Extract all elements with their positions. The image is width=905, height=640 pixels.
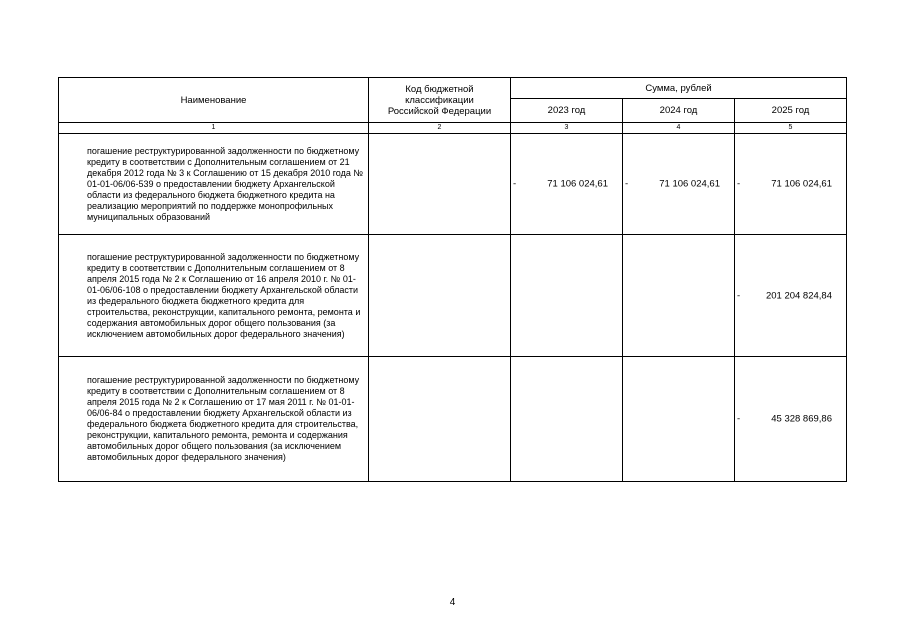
index-cell-3: 3 bbox=[511, 123, 623, 134]
table-row bbox=[59, 235, 847, 357]
header-year-2023: 2023 год bbox=[511, 99, 623, 123]
amount-value: 71 106 024,61 bbox=[659, 178, 720, 190]
amount-dash: - bbox=[625, 178, 629, 190]
row-amount-2024 bbox=[623, 357, 735, 482]
amount-dash: - bbox=[737, 290, 741, 301]
row-code bbox=[369, 235, 511, 357]
amount-value: 45 328 869,86 bbox=[771, 413, 832, 425]
row-amount-2025 bbox=[735, 134, 847, 235]
header-year-2024: 2024 год bbox=[623, 99, 735, 123]
amount-value: 71 106 024,61 bbox=[547, 178, 608, 190]
row-amount-2025 bbox=[735, 235, 847, 357]
row-name: погашение реструктурированной задолженности по бюджетному кредиту в соответствии с Дополнительным соглашением от 8 апреля 2015 года № 2 к Соглашению от 16 апреля 2010 г. № 01-01-06/06-108 о предоставлении бюджету Архангельской области из федерального бюджета бюджетного кредита для строительства, реконструкции, капитального ремонта, ремонта и содержания автомобильных дорог общего пользования (за исключением автомобильных дорог федерального значения) bbox=[59, 235, 369, 357]
row-amount-2023 bbox=[511, 357, 623, 482]
amount-value: 201 204 824,84 bbox=[765, 290, 832, 301]
index-cell-1: 1 bbox=[59, 123, 369, 134]
row-code bbox=[369, 357, 511, 482]
header-year-2025: 2025 год bbox=[735, 99, 847, 123]
page-number: 4 bbox=[449, 597, 456, 608]
header-name: Наименование bbox=[59, 78, 369, 123]
index-cell-4: 4 bbox=[623, 123, 735, 134]
table-row bbox=[59, 357, 847, 482]
row-amount-2023 bbox=[511, 134, 623, 235]
row-name: погашение реструктурированной задолженности по бюджетному кредиту в соответствии с Дополнительным соглашением от 8 апреля 2015 года № 2 к Соглашению от 17 мая 2011 г. № 01-01-06/06-84 о предоставлении бюджету Архангельской области из федерального бюджета бюджетного кредита для строительства, реконструкции, капитального ремонта, ремонта и содержания автомобильных дорог общего пользования (за исключением автомобильных дорог федерального значения) bbox=[59, 357, 369, 482]
index-cell-5: 5 bbox=[735, 123, 847, 134]
index-cell-2: 2 bbox=[369, 123, 511, 134]
header-row-top bbox=[59, 78, 847, 99]
row-amount-2024 bbox=[623, 235, 735, 357]
amount-dash: - bbox=[737, 178, 741, 190]
row-name: погашение реструктурированной задолженности по бюджетному кредиту в соответствии с Дополнительным соглашением от 21 декабря 2012 года № 3 к Соглашению от 15 декабря 2010 года № 01-01-06/06-539 о предоставлении бюджету Архангельской области из федерального бюджета бюджетного кредита на реализацию мероприятий по поддержке монопрофильных муниципальных образований bbox=[59, 134, 369, 235]
table-row bbox=[59, 134, 847, 235]
amount-dash: - bbox=[513, 178, 517, 190]
amount-dash: - bbox=[737, 413, 741, 425]
row-amount-2025 bbox=[735, 357, 847, 482]
amount-value: 71 106 024,61 bbox=[771, 178, 832, 190]
row-amount-2024 bbox=[623, 134, 735, 235]
budget-table bbox=[58, 77, 847, 482]
row-code bbox=[369, 134, 511, 235]
row-amount-2023 bbox=[511, 235, 623, 357]
header-sum: Сумма, рублей bbox=[511, 78, 847, 99]
index-row bbox=[59, 123, 847, 134]
header-code: Код бюджетной классификации Российской Федерации bbox=[369, 78, 511, 123]
